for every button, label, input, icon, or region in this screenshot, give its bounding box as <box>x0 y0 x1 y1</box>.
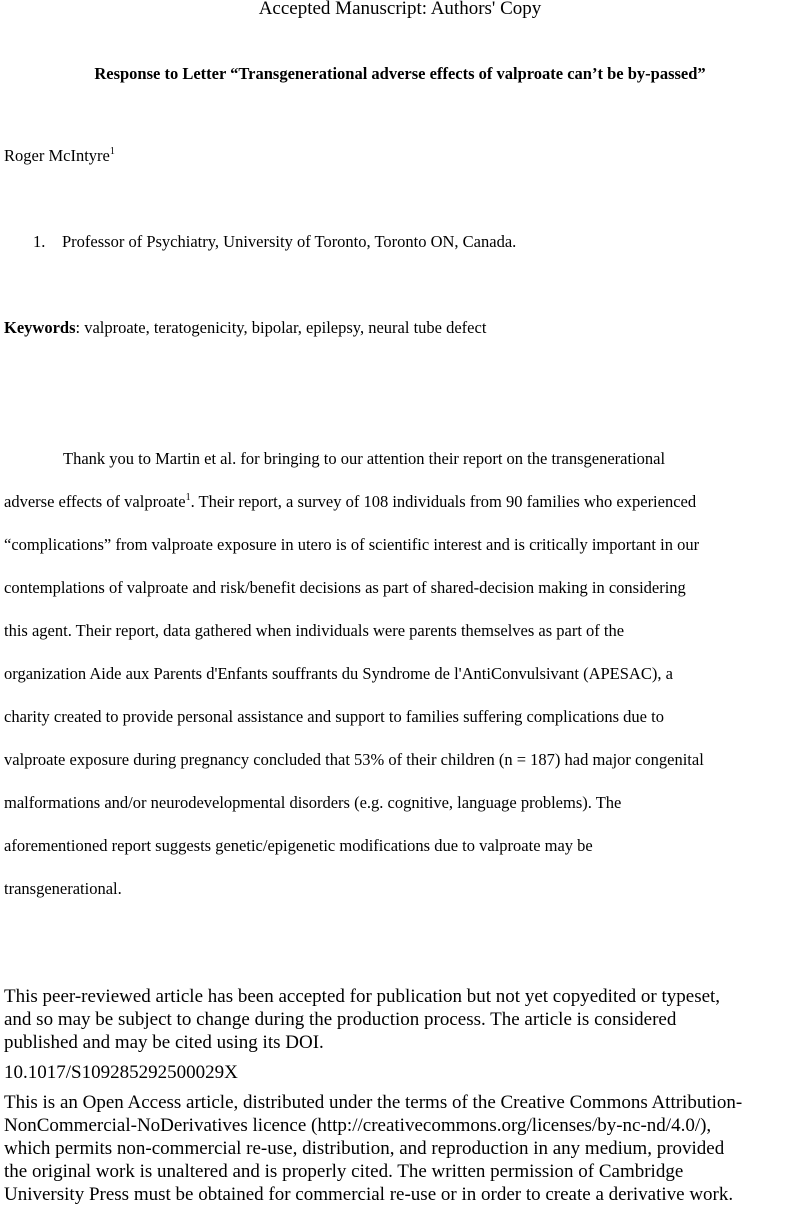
body-line: Thank you to Martin et al. for bringing to our attention their report on the transgenerational <box>63 449 666 468</box>
body-line: contemplations of valproate and risk/benefit decisions as part of shared-decision making in considering <box>4 578 686 597</box>
body-line: transgenerational. <box>4 879 122 898</box>
affiliation-line <box>33 232 516 252</box>
body-text: . Their report, a survey of 108 individuals from 90 families who experienced <box>190 492 697 511</box>
author-affiliation-marker: 1 <box>109 146 115 157</box>
author-line <box>4 146 115 166</box>
body-line: “complications” from valproate exposure in utero is of scientific interest and is critically important in our <box>4 535 700 554</box>
keywords-line <box>4 318 486 338</box>
manuscript-header: Accepted Manuscript: Authors' Copy <box>258 0 542 19</box>
body-line: charity created to provide personal assistance and support to families suffering complications due to <box>4 707 664 726</box>
body-line: aforementioned report suggests genetic/epigenetic modifications due to valproate may be <box>4 836 593 855</box>
body-line: valproate exposure during pregnancy concluded that 53% of their children (n = 187) had major congenital <box>4 750 704 769</box>
keywords-text: : valproate, teratogenicity, bipolar, epilepsy, neural tube defect <box>75 318 487 337</box>
affiliation-number: 1. <box>33 232 46 251</box>
body-text: adverse effects of valproate <box>4 492 186 511</box>
license-line: the original work is unaltered and is properly cited. The written permission of Cambridge <box>4 1161 684 1182</box>
license-line: University Press must be obtained for commercial re-use or in order to create a derivative work. <box>4 1184 734 1205</box>
license-line: which permits non-commercial re-use, distribution, and reproduction in any medium, provided <box>4 1138 725 1159</box>
notice-line: This peer-reviewed article has been accepted for publication but not yet copyedited or typeset, <box>4 986 721 1007</box>
article-title: Response to Letter “Transgenerational adverse effects of valproate can’t be by-passed” <box>94 64 706 83</box>
body-line: malformations and/or neurodevelopmental disorders (e.g. cognitive, language problems). The <box>4 793 622 812</box>
license-line: NonCommercial-NoDerivatives licence (http://creativecommons.org/licenses/by-nc-nd/4.0/), <box>4 1115 712 1136</box>
body-line: organization Aide aux Parents d'Enfants souffrants du Syndrome de l'AntiConvulsivant (APESAC), a <box>4 664 673 683</box>
publication-notice <box>4 985 742 1206</box>
body-line: this agent. Their report, data gathered when individuals were parents themselves as part of the <box>4 621 625 640</box>
doi-link[interactable]: 10.1017/S109285292500029X <box>4 1062 238 1083</box>
notice-line: and so may be subject to change during the production process. The article is considered <box>4 1009 677 1030</box>
keywords-label: Keywords <box>4 318 76 337</box>
author-name: Roger McIntyre <box>4 146 110 165</box>
affiliation-text: Professor of Psychiatry, University of Toronto, Toronto ON, Canada. <box>62 232 517 251</box>
notice-line: published and may be cited using its DOI. <box>4 1032 324 1053</box>
license-line: This is an Open Access article, distributed under the terms of the Creative Commons Attribution- <box>4 1092 743 1113</box>
body-paragraph <box>4 437 800 910</box>
body-line <box>4 480 800 523</box>
reference-marker: 1 <box>185 492 191 503</box>
